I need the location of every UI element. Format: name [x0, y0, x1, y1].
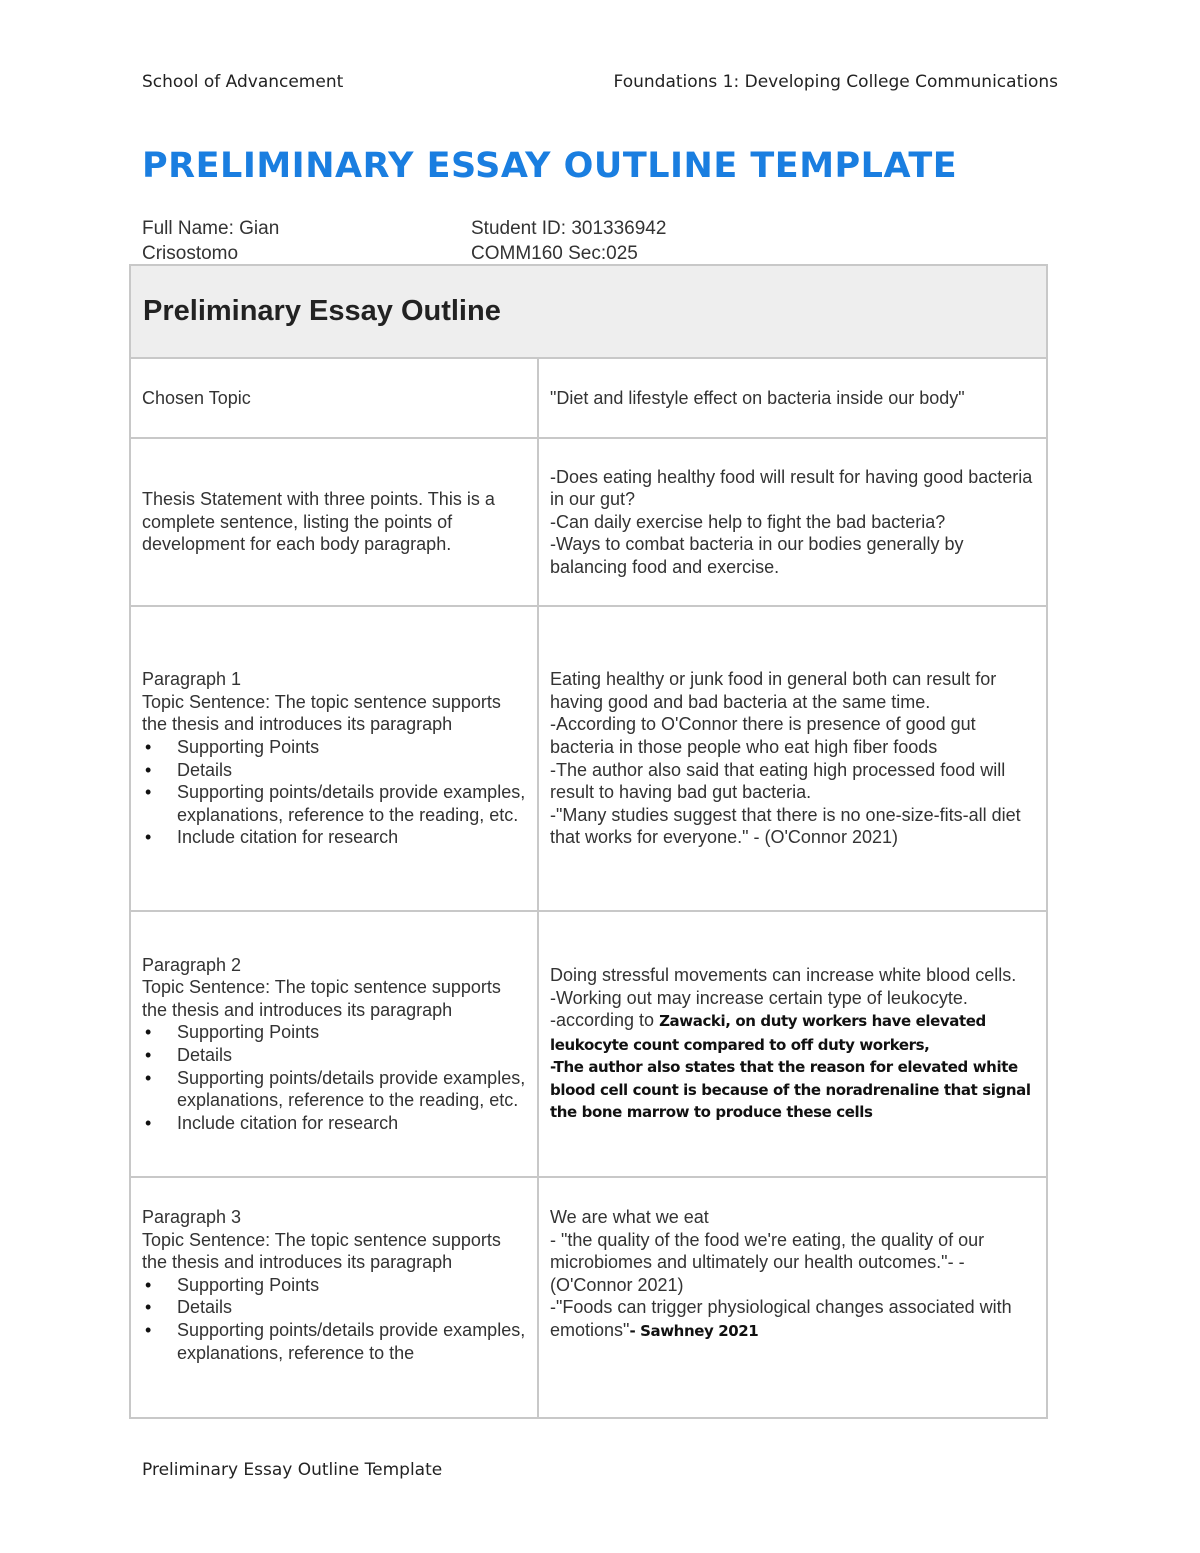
paragraph-1-content [538, 606, 1047, 911]
content-line: -Working out may increase certain type of leukocyte. [550, 987, 968, 1008]
list-item: • Supporting points/details provide examples, explanations, reference to the reading, etc. [142, 1067, 526, 1112]
prompt-bullet-list [142, 1274, 526, 1364]
paragraph-label: Paragraph 1 [142, 669, 242, 690]
list-item: • Include citation for research [142, 826, 526, 849]
content-line: -The author also said that eating high processed food will result to having bad gut bacteria. [550, 759, 1006, 803]
page-title: PRELIMINARY ESSAY OUTLINE TEMPLATE [142, 146, 958, 186]
full-name-field [142, 216, 342, 266]
thesis-content [538, 438, 1047, 606]
thesis-label: Thesis Statement with three points. This is a complete sentence, listing the points of development for each body paragraph. [130, 438, 538, 606]
paragraph-3-prompt [130, 1177, 538, 1418]
list-item: • Supporting Points [142, 1274, 526, 1297]
list-item: • Include citation for research [142, 1112, 526, 1135]
content-line [550, 1296, 1035, 1342]
content-line: -"Many studies suggest that there is no one-size-fits-all diet that works for everyone." - (O'Connor 2021) [550, 804, 1021, 848]
table-row [130, 911, 1047, 1177]
table-row [130, 1177, 1047, 1418]
content-line: - "the quality of the food we're eating, the quality of our microbiomes and ultimately our health outcomes."- - (O'Connor 2021) [550, 1229, 985, 1295]
student-id-line1: Student ID: 301336942 [471, 218, 667, 239]
topic-sentence-prompt: Topic Sentence: The topic sentence supports the thesis and introduces its paragraph [142, 691, 501, 735]
paragraph-label: Paragraph 3 [142, 1207, 242, 1227]
header-school: School of Advancement [142, 72, 344, 92]
list-item: • Supporting points/details provide examples, explanations, reference to the [142, 1319, 526, 1364]
content-line: Eating healthy or junk food in general both can result for having good and bad bacteria at the same time. [550, 669, 997, 712]
content-quote: -"Foods can trigger physiological changes associated with emotions" [550, 1297, 1012, 1340]
table-row [130, 606, 1047, 911]
content-line: -According to O'Connor there is presence of good gut bacteria in those people who eat high fiber foods [550, 714, 976, 757]
full-name-line1: Full Name: Gian [142, 218, 280, 239]
paragraph-label: Paragraph 2 [142, 954, 242, 975]
paragraph-2-content [538, 911, 1047, 1177]
paragraph-2-prompt [130, 911, 538, 1177]
page-footer: Preliminary Essay Outline Template [142, 1460, 443, 1480]
content-bold-line: -The author also states that the reason for elevated white blood cell count is because of the noradrenaline that signal the bone marrow to produce these cells [550, 1058, 1031, 1122]
content-line: Doing stressful movements can increase white blood cells. [550, 964, 1017, 985]
list-item: • Supporting points/details provide examples, explanations, reference to the reading, etc. [142, 781, 526, 826]
paragraph-1-prompt [130, 606, 538, 911]
thesis-point: -Can daily exercise help to fight the bad bacteria? [550, 511, 946, 532]
prompt-bullet-list [142, 1021, 526, 1134]
content-prefix: -according to [550, 1010, 660, 1031]
topic-sentence-prompt: Topic Sentence: The topic sentence supports the thesis and introduces its paragraph [142, 977, 501, 1020]
list-item: • Details [142, 1296, 526, 1319]
topic-sentence-prompt: Topic Sentence: The topic sentence supports the thesis and introduces its paragraph [142, 1229, 501, 1273]
outline-table [129, 264, 1048, 1419]
chosen-topic-value: "Diet and lifestyle effect on bacteria inside our body" [538, 358, 1047, 438]
content-bold: Zawacki, on duty workers have elevated leukocyte count compared to off duty workers, [550, 1012, 986, 1054]
list-item: • Details [142, 759, 526, 782]
header-course: Foundations 1: Developing College Communications [613, 72, 1058, 92]
thesis-point: -Does eating healthy food will result for having good bacteria in our gut? [550, 466, 1033, 510]
prompt-bullet-list [142, 736, 526, 849]
list-item: • Supporting Points [142, 1021, 526, 1044]
student-id-line2: COMM160 Sec:025 [471, 243, 638, 264]
paragraph-3-content [538, 1177, 1047, 1418]
table-row [130, 438, 1047, 606]
content-line [550, 1009, 1035, 1056]
chosen-topic-label: Chosen Topic [130, 358, 538, 438]
list-item: • Details [142, 1044, 526, 1067]
table-row [130, 358, 1047, 438]
full-name-line2: Crisostomo [142, 243, 239, 264]
list-item: • Supporting Points [142, 736, 526, 759]
content-line: We are what we eat [550, 1207, 709, 1227]
outline-table-heading: Preliminary Essay Outline [130, 265, 1047, 358]
thesis-point: -Ways to combat bacteria in our bodies generally by balancing food and exercise. [550, 534, 964, 577]
student-id-field [471, 216, 771, 266]
content-bold: - Sawhney 2021 [629, 1321, 759, 1340]
